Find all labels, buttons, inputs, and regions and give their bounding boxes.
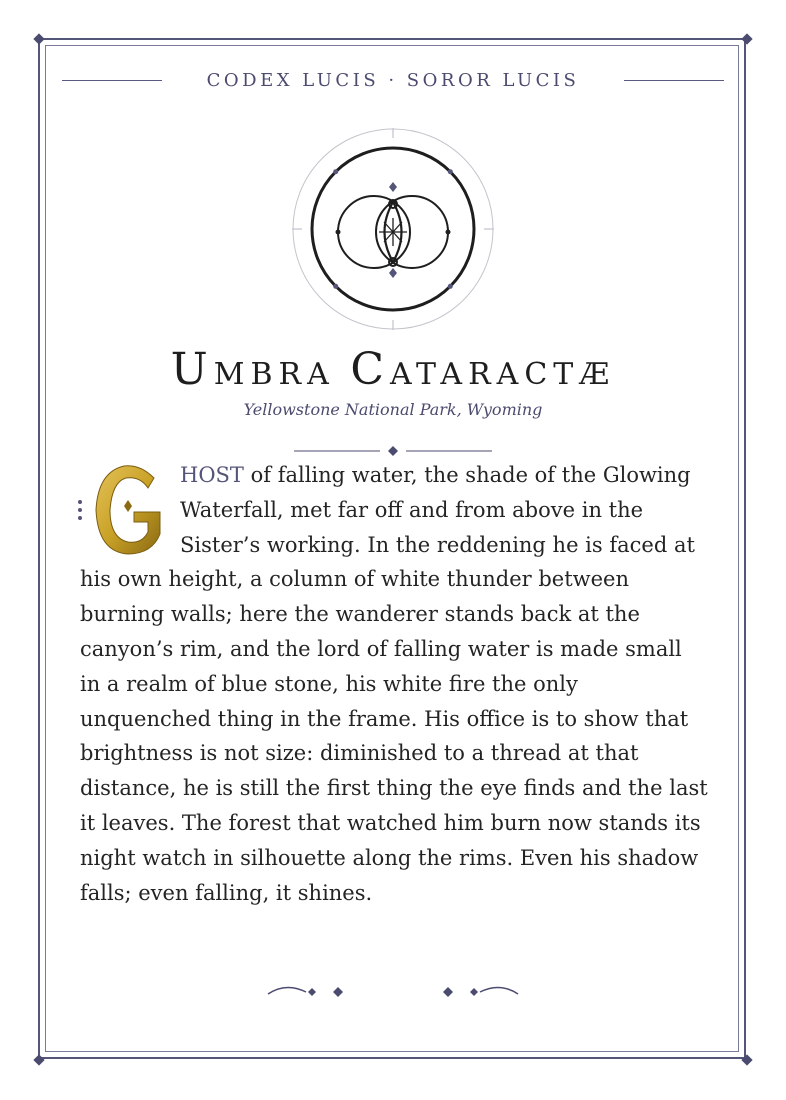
title-cap-2: C: [350, 344, 391, 395]
title-rest-2: ATARACTÆ: [390, 357, 616, 392]
body-lead-word: HOST: [180, 463, 244, 487]
header: [62, 68, 724, 92]
gold-dropcap-g-icon: [88, 460, 168, 560]
page-title: [0, 344, 786, 395]
body-block: [80, 458, 708, 910]
subtitle-divider: [294, 444, 492, 458]
vesica-star-emblem-icon: [292, 128, 494, 330]
header-rule-right: [624, 80, 724, 81]
title-rest-1: MBRA: [213, 357, 335, 392]
footer-flourish-icon: [262, 978, 524, 1006]
title-cap-1: U: [170, 344, 214, 395]
header-text: CODEX LUCIS · SOROR LUCIS: [206, 70, 580, 91]
body-paragraph: [80, 458, 708, 910]
body-text: of falling water, the shade of the Glowing Waterfall, met far off and from above in the Sister’s working. In the reddening he is faced at his own height, a column of white thunder between burning walls; here the wanderer stands back at the canyon’s rim, and the lord of falling water is made small in a realm of blue stone, his white fire the only unquenched thing in the frame. His office is to show that brightness is not size: diminished to a thread at that distance, he is still the first thing the eye finds and the last it leaves. The forest that watched him burn now stands its night watch in silhouette along the rims. Even his shadow falls; even falling, it shines.: [80, 463, 708, 905]
subtitle: Yellowstone National Park, Wyoming: [243, 400, 543, 419]
